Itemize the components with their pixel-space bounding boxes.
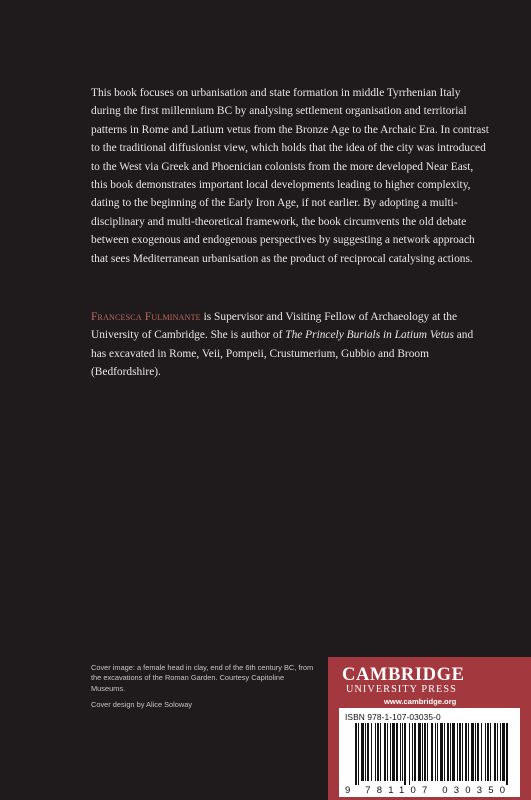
publisher-url: www.cambridge.org (384, 697, 457, 706)
author-bio-text-1: is Supervisor and Visiting Fellow of Archaeology at the University of Cambridge. She is author of (91, 311, 458, 342)
barcode-bar (444, 723, 445, 781)
publisher-name: CAMBRIDGE (342, 665, 465, 685)
author-book-title: The Princely Burials in Latium Vetus (285, 329, 454, 342)
barcode-bar (402, 723, 403, 781)
barcode-bar (465, 723, 467, 781)
barcode-bar (371, 723, 372, 781)
barcode-bar (485, 723, 486, 781)
barcode-bar (450, 723, 451, 781)
barcode-bar (361, 723, 364, 781)
barcode-bar (506, 723, 508, 785)
barcode-bar (490, 723, 491, 781)
barcode-bar (502, 723, 505, 781)
barcode-bar (440, 723, 443, 781)
author-bio (91, 308, 491, 382)
barcode-bar (404, 723, 406, 785)
barcode-bar (358, 723, 359, 785)
barcode-bar (409, 723, 410, 785)
barcode-bar (392, 723, 395, 781)
barcode-bar (494, 723, 496, 781)
barcode-bar (390, 723, 391, 781)
barcode-bar (468, 723, 469, 781)
barcode-bar (355, 723, 357, 785)
barcode-bar (481, 723, 482, 781)
blurb-text: This book focuses on urbanisation and state formation in middle Tyrrhenian Italy during the first millennium BC by analysing settlement organisation and territorial patterns in Rome and Latium vetus from the Bronze Age to the Archaic Era. In contrast to the traditional diffusionist view, which holds that the idea of the city was introduced to the West via Greek and Phoenician colonists from the more developed Near East, this book demonstrates important local developments leading to higher complexity, dating to the beginning of the Early Iron Age, if not earlier. By adopting a multi-disciplinary and multi-theoretical framework, the book circumvents the old debate between exogenous and endogenous perspectives by suggesting a network approach that sees Mediterranean urbanisation as the product of reciprocal catalysing actions. (91, 87, 489, 265)
barcode-bar (377, 723, 379, 781)
barcode-bar (375, 723, 376, 781)
barcode-bar (447, 723, 449, 781)
barcode-bar (452, 723, 455, 781)
barcode-bar (396, 723, 398, 781)
barcode-bar (437, 723, 438, 781)
author-bio-text-2: and has excavated in Rome, Veii, Pompeii, Crustumerium, Gubbio and Broom (Bedfordshire). (91, 329, 474, 379)
barcode-bar (475, 723, 476, 781)
barcode-bar (497, 723, 498, 781)
barcode-bar (487, 723, 489, 781)
barcode-bar (412, 723, 413, 781)
author-name: Francesca Fulminante (91, 311, 201, 323)
publisher-subtitle: UNIVERSITY PRESS (346, 684, 457, 695)
cover-image-credit: Cover image: a female head in clay, end of the 6th century BC, from the excavations of the Roman Garden. Courtesy Capitoline Museums. (91, 663, 314, 693)
barcode-icon (345, 723, 515, 795)
barcode-bar (427, 723, 428, 781)
publisher-box (328, 657, 531, 800)
barcode-bar (384, 723, 386, 781)
barcode-bar (459, 723, 461, 781)
barcode-bar (457, 723, 458, 781)
barcode-bar (380, 723, 381, 781)
barcode-bar (471, 723, 474, 781)
barcode-bar (400, 723, 401, 781)
barcode-bar (424, 723, 426, 781)
barcode-bar (500, 723, 501, 781)
barcode-bar (435, 723, 436, 781)
barcode-bar (387, 723, 388, 781)
barcode-digits: 9 781107 030350 (345, 785, 505, 795)
barcode-bar (414, 723, 416, 781)
barcode-bar (422, 723, 423, 781)
barcode-bar (477, 723, 479, 781)
barcode-panel (339, 708, 520, 797)
barcode-bar (367, 723, 369, 781)
barcode-bar (431, 723, 433, 781)
isbn-label: ISBN 978-1-107-03035-0 (345, 712, 441, 722)
cover-design-credit: Cover design by Alice Soloway (91, 700, 193, 709)
back-cover-blurb (91, 84, 491, 268)
barcode-bar (365, 723, 366, 781)
barcode-bar (418, 723, 421, 781)
barcode-bar (462, 723, 463, 781)
